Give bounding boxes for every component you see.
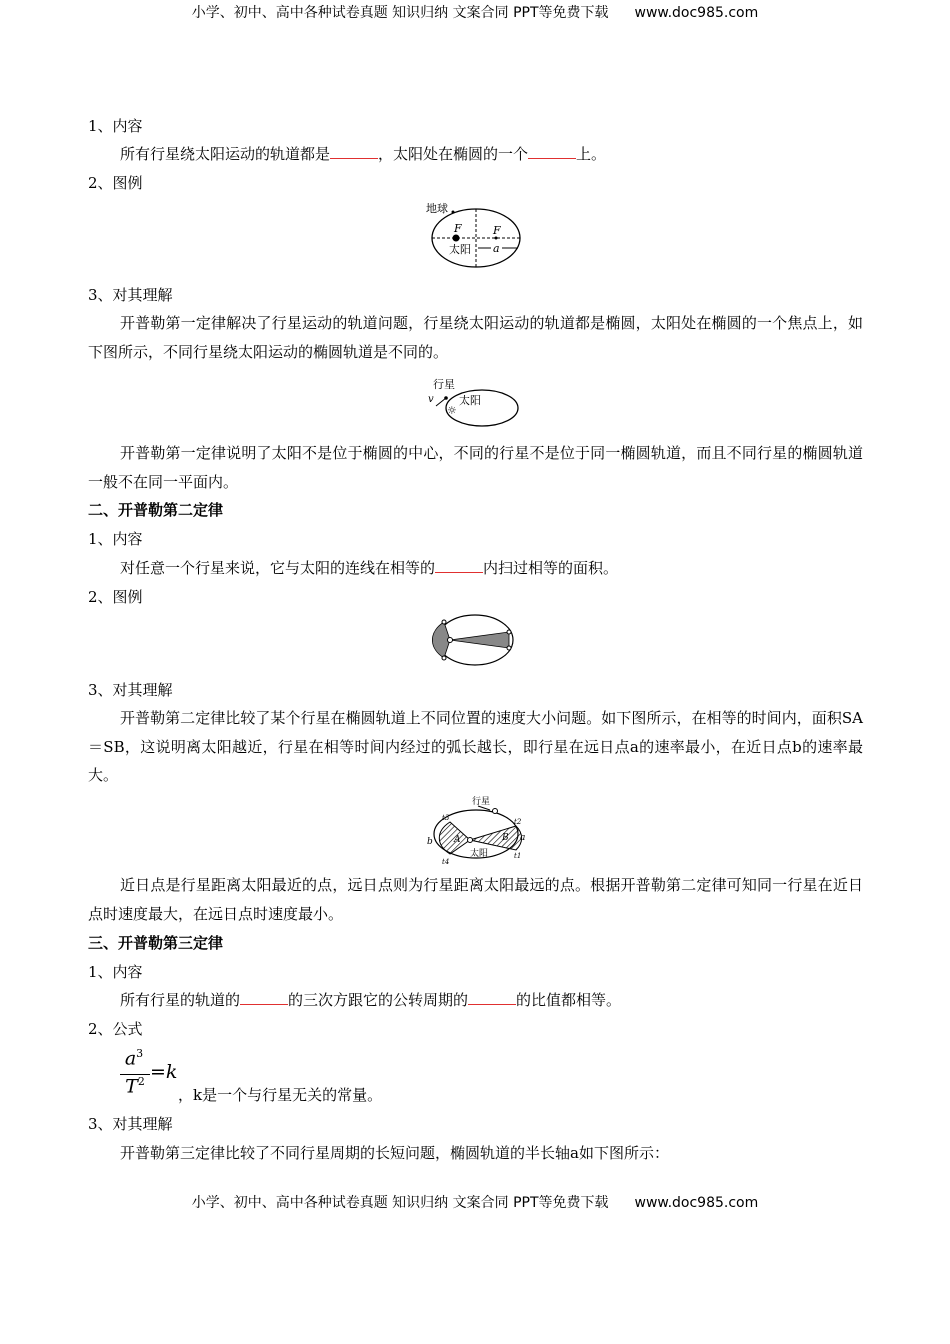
planet-label: 行星: [433, 378, 455, 391]
text: ，太阳处在椭圆的一个: [378, 145, 529, 163]
t2-label: t2: [514, 818, 522, 826]
footer-site[interactable]: www.doc985.com: [634, 1195, 759, 1211]
sun-label: 太阳: [449, 243, 471, 256]
area-a-label: A: [454, 835, 461, 845]
law1-para2: 开普勒第一定律说明了太阳不是位于椭圆的中心，不同的行星不是位于同一椭圆轨道，而且不同行星的椭圆轨道一般不在同一平面内。: [88, 444, 863, 491]
aphelion-label: a: [520, 833, 526, 843]
footer-text: 小学、初中、高中各种试卷真题 知识归纳 文案合同 PPT等免费下载: [191, 1195, 609, 1211]
blank: [528, 144, 576, 159]
formula-denominator: T: [125, 1075, 138, 1098]
formula-rhs: =k: [150, 1061, 178, 1083]
velocity-label: v: [428, 394, 434, 405]
ellipse-focus-diagram: [424, 198, 528, 272]
formula-num-exponent: 3: [136, 1047, 144, 1060]
text: 的三次方跟它的公转周期的: [288, 991, 469, 1009]
semi-axis-label: a: [493, 242, 500, 255]
law1-content: [88, 140, 863, 169]
law3-content: [88, 986, 863, 1015]
earth-label: 地球: [426, 202, 448, 215]
blank: [435, 558, 483, 573]
focus-label: F: [454, 222, 462, 235]
text: 的比值都相等。: [516, 991, 622, 1009]
text: 所有行星绕太阳运动的轨道都是: [120, 145, 331, 163]
law1-figure-label: 2、图例: [88, 174, 143, 192]
formula-note: ，k是一个与行星无关的常量。: [178, 1086, 383, 1104]
area-b-label: B: [502, 833, 509, 843]
sun-icon: ☼: [447, 404, 457, 417]
planet-label: 行星: [472, 797, 491, 807]
law1-understand-label: 3、对其理解: [88, 286, 173, 304]
law3-para1: 开普勒第三定律比较了不同行星周期的长短问题，椭圆轨道的半长轴a如下图所示：: [120, 1144, 669, 1162]
law3-content-label: 1、内容: [88, 963, 143, 981]
law2-para1: 开普勒第二定律比较了某个行星在椭圆轨道上不同位置的速度大小问题。如下图所示，在相等的时间内，面积SA＝SB，这说明离太阳越近，行星在相等时间内经过的弧长越长，即行星在远日点a的速率最小，在近日点b的速率最大。: [88, 709, 863, 785]
t1-label: t1: [514, 852, 522, 860]
equal-area-diagram: [432, 612, 518, 668]
text: 所有行星的轨道的: [120, 991, 241, 1009]
law1-para1: 开普勒第一定律解决了行星运动的轨道问题，行星绕太阳运动的轨道都是椭圆，太阳处在椭圆的一个焦点上，如下图所示，不同行星绕太阳运动的椭圆轨道是不同的。: [88, 314, 863, 361]
blank: [468, 990, 516, 1005]
t3-label: t3: [442, 814, 450, 822]
perihelion-aphelion-diagram: [424, 794, 528, 866]
formula-numerator: a: [124, 1047, 137, 1070]
law2-title: 二、开普勒第二定律: [88, 501, 224, 519]
law2-understand-label: 3、对其理解: [88, 681, 173, 699]
perihelion-label: b: [427, 837, 433, 847]
blank: [330, 144, 378, 159]
text: 上。: [576, 145, 607, 163]
blank: [240, 990, 288, 1005]
law2-para2: 近日点是行星距离太阳最近的点，远日点则为行星距离太阳最远的点。根据开普勒第二定律可知同一行星在近日点时速度最大，在远日点时速度最小。: [88, 876, 863, 923]
formula-den-exponent: 2: [137, 1075, 145, 1088]
law2-content-label: 1、内容: [88, 530, 143, 548]
planet-orbit-diagram: [424, 374, 524, 430]
focus-label: F: [493, 224, 501, 237]
law3-formula-label: 2、公式: [88, 1020, 143, 1038]
law3-understand-label: 3、对其理解: [88, 1115, 173, 1133]
law2-content: [88, 554, 863, 583]
text: 对任意一个行星来说，它与太阳的连线在相等的: [120, 559, 436, 577]
page-header: [0, 2, 950, 22]
law3-title: 三、开普勒第三定律: [88, 934, 224, 952]
page-footer: [0, 1192, 950, 1212]
sun-label: 太阳: [459, 394, 481, 407]
sun-label: 太阳: [470, 849, 489, 859]
t4-label: t4: [442, 858, 450, 866]
header-text: 小学、初中、高中各种试卷真题 知识归纳 文案合同 PPT等免费下载: [191, 5, 609, 21]
header-site[interactable]: www.doc985.com: [634, 5, 759, 21]
text: 内扫过相等的面积。: [483, 559, 619, 577]
law1-content-label: 1、内容: [88, 117, 143, 135]
law2-figure-label: 2、图例: [88, 588, 143, 606]
